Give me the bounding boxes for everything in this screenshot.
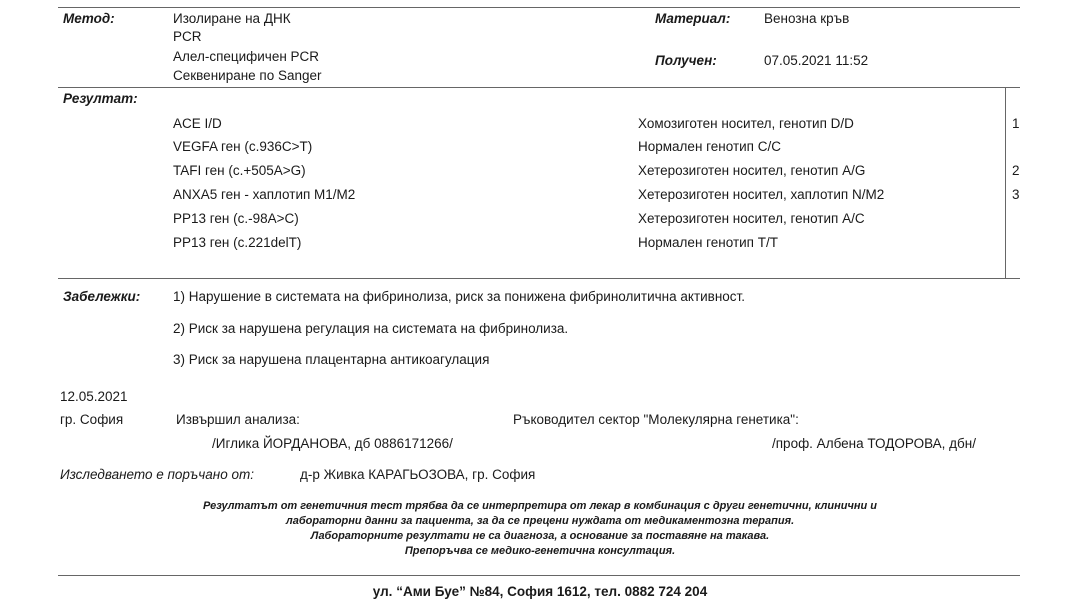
result-test: VEGFA ген (c.936C>T) (173, 139, 313, 154)
material-label: Материал: (655, 11, 731, 26)
result-note-ref: 1 (1012, 116, 1020, 131)
note-item: 1) Нарушение в системата на фибринолиза, риск за понижена фибринолитична активност. (173, 289, 745, 304)
result-value: Хомозиготен носител, генотип D/D (638, 116, 854, 131)
result-test: ACE I/D (173, 116, 222, 131)
disclaimer-line: Лабораторните резултати не са диагноза, а основание за поставяне на такава. (310, 530, 770, 542)
result-test: TAFI ген (c.+505A>G) (173, 163, 306, 178)
result-value: Нормален генотип T/T (638, 235, 778, 250)
result-value: Хетерозиготен носител, генотип A/C (638, 211, 865, 226)
result-label: Резултат: (63, 91, 138, 106)
head-of-sector-label: Ръководител сектор "Молекулярна генетика": (513, 412, 799, 427)
report-city: гр. София (60, 412, 124, 427)
material-value: Венозна кръв (764, 11, 850, 26)
result-note-ref: 2 (1012, 163, 1020, 178)
method-label: Метод: (63, 11, 115, 26)
result-value: Хетерозиготен носител, хаплотип N/M2 (638, 187, 885, 202)
received-value: 07.05.2021 11:52 (764, 53, 869, 68)
method-item: Изолиране на ДНК (173, 11, 291, 26)
result-separator (58, 87, 1020, 88)
disclaimer-line: Резултатът от генетичния тест трябва да се интерпретира от лекар в комбинация с други генетични, клинични и (202, 500, 878, 512)
notes-label: Забележки: (63, 289, 141, 304)
result-note-ref: 3 (1012, 187, 1020, 202)
result-test: ANXA5 ген - хаплотип M1/M2 (173, 187, 356, 202)
disclaimer (60, 499, 1020, 559)
result-value: Нормален генотип C/C (638, 139, 781, 154)
performed-by-name: /Иглика ЙОРДАНОВА, дб 0886171266/ (212, 436, 453, 451)
ordered-by-label: Изследването е поръчано от: (60, 467, 254, 482)
result-test: PP13 ген (c.221delT) (173, 235, 302, 250)
ordered-by-value: д-р Живка КАРАГЬОЗОВА, гр. София (300, 467, 536, 482)
result-right-border (1005, 87, 1006, 278)
method-item: Секвениране по Sanger (173, 68, 322, 83)
note-item: 3) Риск за нарушена плацентарна антикоагулация (173, 352, 490, 367)
head-of-sector-name: /проф. Албена ТОДОРОВА, дбн/ (772, 436, 976, 451)
disclaimer-line: Препоръчва се медико-генетична консултация. (404, 545, 676, 557)
result-value: Хетерозиготен носител, генотип A/G (638, 163, 866, 178)
performed-by-label: Извършил анализа: (176, 412, 300, 427)
result-test: PP13 ген (c.-98A>C) (173, 211, 299, 226)
received-label: Получен: (655, 53, 717, 68)
disclaimer-line: лабораторни данни за пациента, за да се прецени нуждата от медикаментозна терапия. (285, 515, 795, 527)
note-item: 2) Риск за нарушена регулация на системата на фибринолиза. (173, 321, 569, 336)
method-item: Алел-специфичен PCR (173, 49, 320, 64)
footer-address: ул. “Ами Буе” №84, София 1612, тел. 0882 724 204 (372, 584, 708, 599)
notes-separator (58, 278, 1020, 279)
footer-separator (58, 575, 1020, 576)
report-date: 12.05.2021 (60, 389, 128, 404)
method-item: PCR (173, 29, 202, 44)
top-border (58, 7, 1020, 8)
